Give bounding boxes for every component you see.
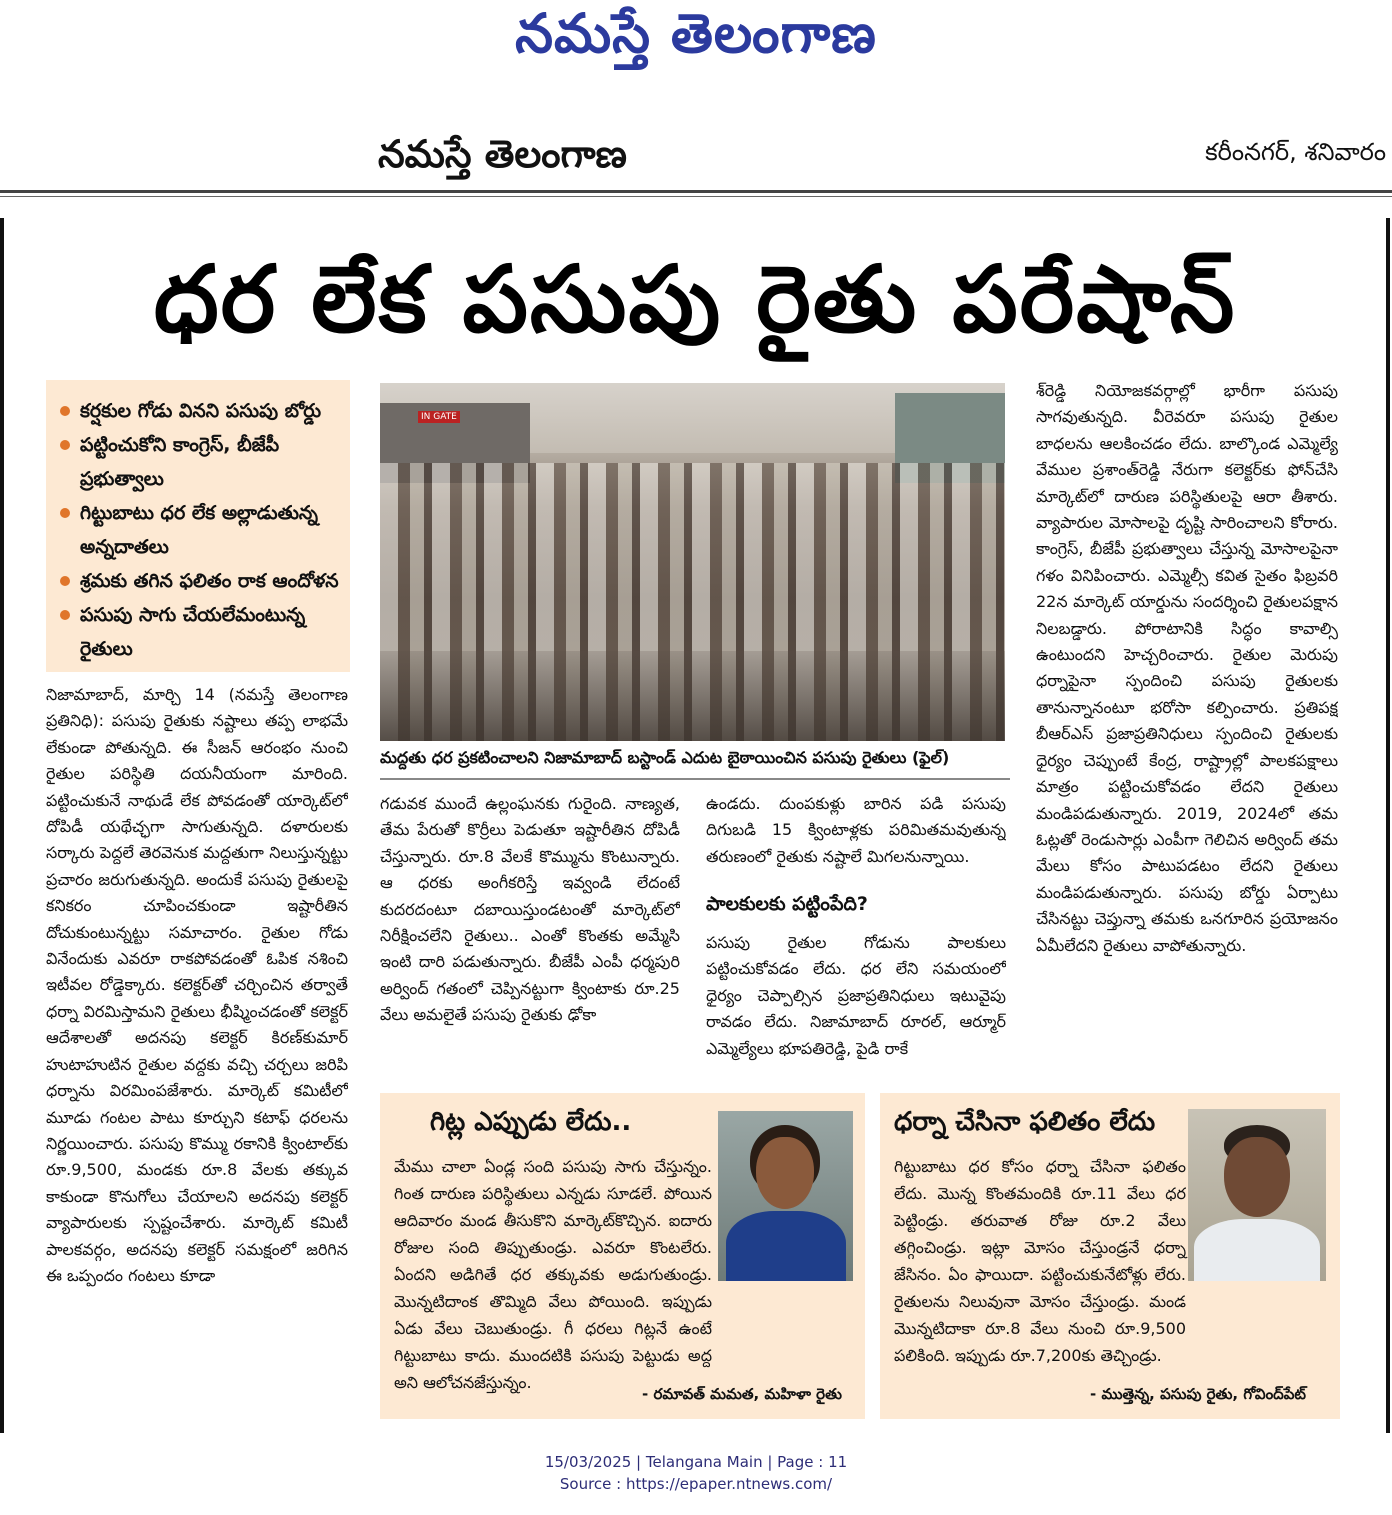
page-edge-left <box>0 218 4 1433</box>
highlights-box <box>46 380 350 672</box>
page-edge-right <box>1386 218 1390 1433</box>
footer-edition-info: 15/03/2025 | Telangana Main | Page : 11 <box>544 1453 848 1471</box>
quote-box-title: గిట్ల ఎప్పుడు లేదు.. <box>430 1107 632 1137</box>
highlight-item: శ్రమకు తగిన ఫలితం రాక ఆందోళన <box>60 564 340 598</box>
quote-box-title: ధర్నా చేసినా ఫలితం లేదు <box>894 1107 1156 1137</box>
photo-caption: మద్దతు ధర ప్రకటించాలని నిజామాబాద్ బస్టాండ్ ఎదుట బైఠాయించిన పసుపు రైతులు (ఫైల్) <box>380 748 950 767</box>
caption-rule <box>380 778 1010 780</box>
quote-credit: - ముత్తెన్న, పసుపు రైతు, గోవింద్‌పేట్ <box>1090 1385 1307 1403</box>
article-column-1: నిజామాబాద్, మార్చి 14 (నమస్తే తెలంగాణ ప్రతినిధి): పసుపు రైతుకు నష్టాలు తప్ప లాభమే లేకుండా పోతున్నది. ఈ సీజన్ ఆరంభం నుంచి రైతుల పరిస్థితి దయనీయంగా మారింది. పట్టించుకునే నాథుడే లేక పోవడంతో యార్కెట్‌లో దోపిడీ యథేచ్ఛగా సాగుతున్నది. దళారులకు సర్కారు పెద్దలే తెరవెనుక మద్దతుగా నిలుస్తున్నట్టు ప్రచారం జరుగుతున్నది. అందుకే పసుపు రైతులపై కనికరం చూపించకుండా ఇష్టారీతిన దోచుకుంటున్నట్టు సమాచారం. రైతుల గోడు వినేందుకు ఎవరూ రాకపోవడంతో ఓపిక నశించి ఇటీవల రోడ్డెక్కారు. కలెక్టర్‌తో చర్చించిన తర్వాతే ధర్నా విరమిస్తామని రైతులు భీష్మించడంతో కలెక్టర్ ఆదేశాలతో అదనపు కలెక్టర్ కిరణ్‌కుమార్ హుటాహుటిన రైతుల వద్దకు వచ్చి చర్చలు జరిపి ధర్నాను విరమింపజేశారు. మార్కెట్ కమిటీలో మూడు గంటల పాటు కూర్చుని కటాఫ్ ధరలను నిర్ణయించారు. పసుపు కొమ్ము రకానికి క్వింటాల్‌కు రూ.9,500, మండకు రూ.8 వేలకు తక్కువ కాకుండా కొనుగోలు చేయాలని అదనపు కలెక్టర్ వ్యాపారులకు స్పష్టంచేశారు. మార్కెట్ కమిటీ పాలకవర్గం, అదనపు కలెక్టర్ సమక్షంలో జరిగిన ఈ ఒప్పందం గంటలు కూడా <box>46 685 348 1285</box>
highlight-item: పసుపు సాగు చేయలేమంటున్న రైతులు <box>60 598 340 666</box>
quote-box-left <box>380 1093 865 1419</box>
header-rule-thin <box>0 196 1392 197</box>
quote-box-right <box>880 1093 1340 1419</box>
highlight-item: కర్షకుల గోడు వినని పసుపు బోర్డు <box>60 394 340 428</box>
article-headline: ధర లేక పసుపు రైతు పరేషాన్ <box>153 246 1237 353</box>
article-column-3: ఉండదు. దుంపకుళ్లు బారిన పడి పసుపు దిగుబడి 15 క్వింటాళ్లకు పరిమితమవుతున్న తరుణంలో రైతుకు నష్టాలే మిగలనున్నాయి. <box>706 794 1006 866</box>
quote-box-text: గిట్టుబాటు ధర కోసం ధర్నా చేసినా ఫలితం లేదు. మొన్న కొంతమందికి రూ.11 వేలు ధర పెట్టిండ్రు. తరువాత రోజు రూ.2 వేలు తగ్గించిండ్రు. ఇట్లా మోసం చేస్తుండ్రనే ధర్నా జేసినం. ఏం ఫాయిదా. పట్టించుకునేటోళ్లు లేరు. రైతులను నిలువునా మోసం చేస్తుండ్రు. మండ మొన్నటిదాకా రూ.8 వేలు నుంచి రూ.9,500 పలికింది. ఇప్పుడు రూ.7,200కు తెచ్చిండ్రు. <box>894 1157 1186 1365</box>
page-header <box>0 120 1392 192</box>
footer-source[interactable]: Source : https://epaper.ntnews.com/ <box>559 1475 833 1493</box>
photo-sign: IN GATE <box>418 411 460 423</box>
masthead-logo-text: నమస్తే తెలంగాణ <box>515 2 877 65</box>
protest-photo <box>380 383 1005 741</box>
male-farmer-portrait <box>1188 1109 1326 1281</box>
paper-name: నమస్తే తెలంగాణ <box>378 132 627 176</box>
highlight-item: పట్టించుకోని కాంగ్రెస్, బీజేపీ ప్రభుత్వాలు <box>60 428 340 496</box>
article-subhead: పాలకులకు పట్టింపేది? <box>706 893 868 915</box>
article-column-3b: పసుపు రైతుల గోడును పాలకులు పట్టించుకోవడం లేదు. ధర లేని సమయంలో ధైర్యం చెప్పాల్సిన ప్రజాప్రతినిధులు ఇటువైపు రావడం లేదు. నిజామాబాద్ రూరల్, ఆర్మూర్ ఎమ్మెల్యేలు భూపతిరెడ్డి, పైడి రాకే <box>706 933 1006 1058</box>
woman-farmer-portrait <box>718 1111 853 1281</box>
header-rule <box>0 190 1392 193</box>
article-column-4: శ్‌రెడ్డి నియోజకవర్గాల్లో భారీగా పసుపు సాగవుతున్నది. వీరెవరూ పసుపు రైతుల బాధలను ఆలకించడం లేదు. బాల్కొండ ఎమ్మెల్యే వేముల ప్రశాంత్‌రెడ్డి నేరుగా కలెక్టర్‌కు ఫోన్‌చేసి మార్కెట్‌లో దారుణ పరిస్థితులపై ఆరా తీశారు. వ్యాపారుల మోసాలపై దృష్టి సారించాలని కోరారు. కాంగ్రెస్, బీజేపీ ప్రభుత్వాలు చేస్తున్న మోసాలపైనా గళం వినిపించారు. ఎమ్మెల్సీ కవిత సైతం ఫిబ్రవరి 22న మార్కెట్ యార్డును సందర్శించి రైతులపక్షాన నిలబడ్డారు. పోరాటానికి సిద్ధం కావాల్సి ఉంటుందని హెచ్చరించారు. రైతుల మెరుపు ధర్నాపైనా స్పందించి పసుపు రైతులకు తానున్నానంటూ భరోసా కల్పించారు. ప్రతిపక్ష బీఆర్‌ఎస్ ప్రజాప్రతినిధులు స్పందించి రైతులకు ధైర్యం చెప్పుంటే కేంద్ర, రాష్ట్రాల్లో పాలకపక్షాలు మాత్రం పట్టించుకోవడం లేదని రైతులు మండిపడుతున్నారు. 2019, 2024లో తమ ఓట్లతో రెండుసార్లు ఎంపీగా గెలిచిన అర్వింద్ తమ మేలు కోసం పాటుపడటం లేదని రైతులు మండిపడుతున్నారు. పసుపు బోర్డు ఏర్పాటు చేసినట్టు చెప్తున్నా తమకు ఒనగూరిన ప్రయోజనం ఏమీలేదని రైతులు వాపోతున్నారు. <box>1036 381 1338 955</box>
article-column-2: గడువక ముందే ఉల్లంఘనకు గురైంది. నాణ్యత, తేమ పేరుతో కొర్రీలు పెడుతూ ఇష్టారీతిన దోపిడీ చేస్తున్నారు. రూ.8 వేలకే కొమ్మును కొంటున్నారు. ఆ ధరకు అంగీకరిస్తే ఇవ్వండి లేదంటే కుదరదంటూ దబాయిస్తుండటంతో మార్కెట్‌లో నిరీక్షించలేని రైతులు.. ఎంతో కొంతకు అమ్మేసి ఇంటి దారి పడుతున్నారు. బీజేపీ ఎంపీ ధర్మపురి అర్వింద్ గతంలో చెప్పినట్టుగా క్వింటాకు రూ.25 వేలు అమలైతే పసుపు రైతుకు ఢోకా <box>380 794 680 1025</box>
quote-credit: - రమావత్ మమత, మహిళా రైతు <box>642 1385 842 1403</box>
dateline: కరీంనగర్, శనివారం <box>1205 138 1386 166</box>
masthead-logo <box>0 0 1392 90</box>
page-footer <box>0 1451 1392 1495</box>
highlight-item: గిట్టుబాటు ధర లేక అల్లాడుతున్న అన్నదాతలు <box>60 496 340 564</box>
quote-box-text: మేము చాలా ఏండ్ల సంది పసుపు సాగు చేస్తున్నం. గింత దారుణ పరిస్థితులు ఎన్నడు సూడలే. పోయిన ఆదివారం మండ తీసుకొని మార్కెట్‌కొచ్చిన. ఐదారు రోజుల సంది తిప్పుతుండ్రు. ఎవరూ కొంటలేరు. ఏందని అడిగితే ధర తక్కువకు అడుగుతుండ్రు. మొన్నటిదాంక తొమ్మిది వేలు పోయింది. ఇప్పుడు ఏడు వేలు చెబుతుండ్రు. గీ ధరలు గిట్లనే ఉంటే గిట్టుబాటు కాదు. ముందటికి పసుపు పెట్టుడు అద్ద అని ఆలోచనజేస్తున్నం. <box>394 1157 712 1392</box>
photo-ground <box>380 651 1005 741</box>
